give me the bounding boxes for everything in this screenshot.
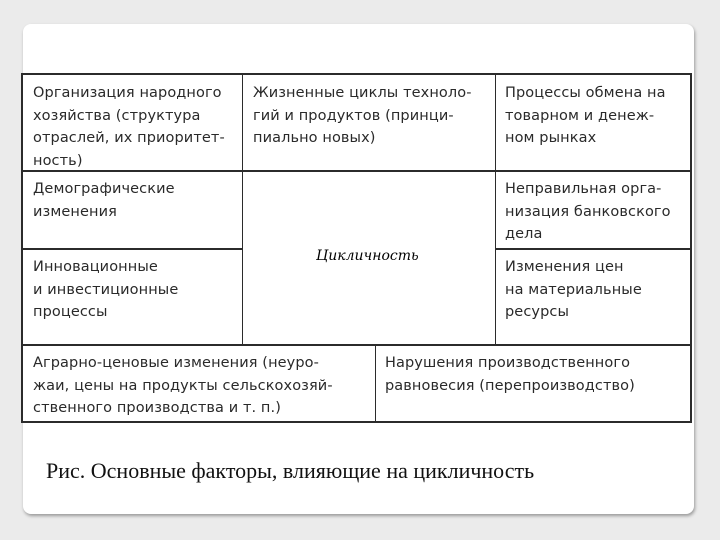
rule-left [21, 73, 23, 423]
rule-row3-top [21, 344, 692, 346]
rule-bottom-split [375, 345, 376, 422]
rule-bottom [21, 421, 692, 423]
cell-life-cycles: Жизненные циклы техноло- гий и продуктов (принци- пиально новых) [253, 85, 472, 146]
cell-agrarian: Аграрно-ценовые изменения (неуро- жаи, цены на продукты сельскохозяй- ственного производства и т. п.) [33, 355, 333, 416]
cell-production-balance: Нарушения производственного равновесия (перепроизводство) [385, 355, 635, 394]
rule-col1 [242, 73, 243, 345]
rule-col2 [495, 73, 496, 345]
cell-exchange-processes: Процессы обмена на товарном и денеж- ном рынках [505, 85, 666, 146]
rule-left-mid [21, 248, 243, 250]
rule-right-mid [495, 248, 692, 250]
cell-banking: Неправильная орга- низация банковского дела [505, 181, 671, 242]
cell-economy-organization: Организация народного хозяйства (структура отраслей, их приоритет- ность) [33, 85, 225, 169]
figure-caption: Рис. Основные факторы, влияющие на цикличность [46, 458, 535, 483]
rule-top [21, 73, 692, 75]
cell-innovation: Инновационные и инвестиционные процессы [33, 259, 179, 320]
rule-right [690, 73, 692, 423]
cell-demographic: Демографические изменения [33, 181, 175, 220]
center-label: Цикличность [316, 248, 419, 264]
cell-prices: Изменения цен на материальные ресурсы [505, 259, 642, 320]
